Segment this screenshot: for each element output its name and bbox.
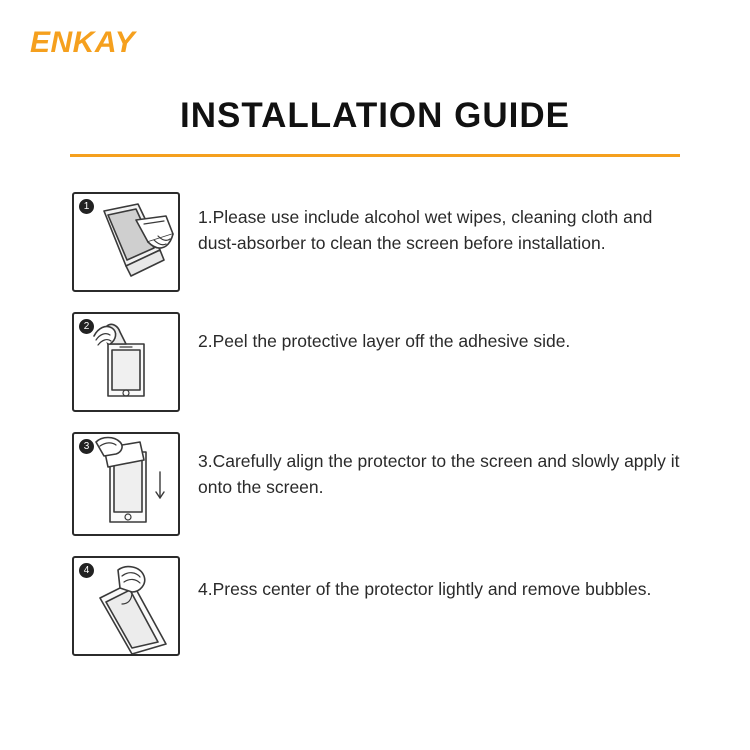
title-divider [70,154,680,157]
step-3-number: 3. [198,451,213,471]
step-3-illustration [72,432,180,536]
step-2-badge: 2 [79,319,94,334]
page-title: INSTALLATION GUIDE [179,96,570,135]
page-header [70,96,680,157]
step-2-illustration [72,312,180,412]
step-4-illustration [72,556,180,656]
step-4-body: Press center of the protector lightly and remove bubbles. [212,579,652,599]
step-1-illustration [72,192,180,292]
step-3-text [198,432,684,500]
step-1-text [198,192,684,256]
step-2-number: 2. [198,331,213,351]
step-1-body: Please use include alcohol wet wipes, cleaning cloth and dust-absorber to clean the screen before installation. [198,207,653,253]
step-4-badge: 4 [79,563,94,578]
brand-logo: ENKAY [30,26,136,59]
step-1-badge: 1 [79,199,94,214]
step-2-body: Peel the protective layer off the adhesive side. [212,331,571,351]
step-item [72,556,684,656]
step-1-number: 1. [198,207,213,227]
step-4-number: 4. [198,579,213,599]
step-item [72,432,684,536]
step-item [72,312,684,412]
step-item [72,192,684,292]
steps-list [72,192,684,676]
step-3-badge: 3 [79,439,94,454]
step-3-body: Carefully align the protector to the screen and slowly apply it onto the screen. [198,451,680,497]
step-4-text [198,556,651,602]
step-2-text [198,312,570,354]
